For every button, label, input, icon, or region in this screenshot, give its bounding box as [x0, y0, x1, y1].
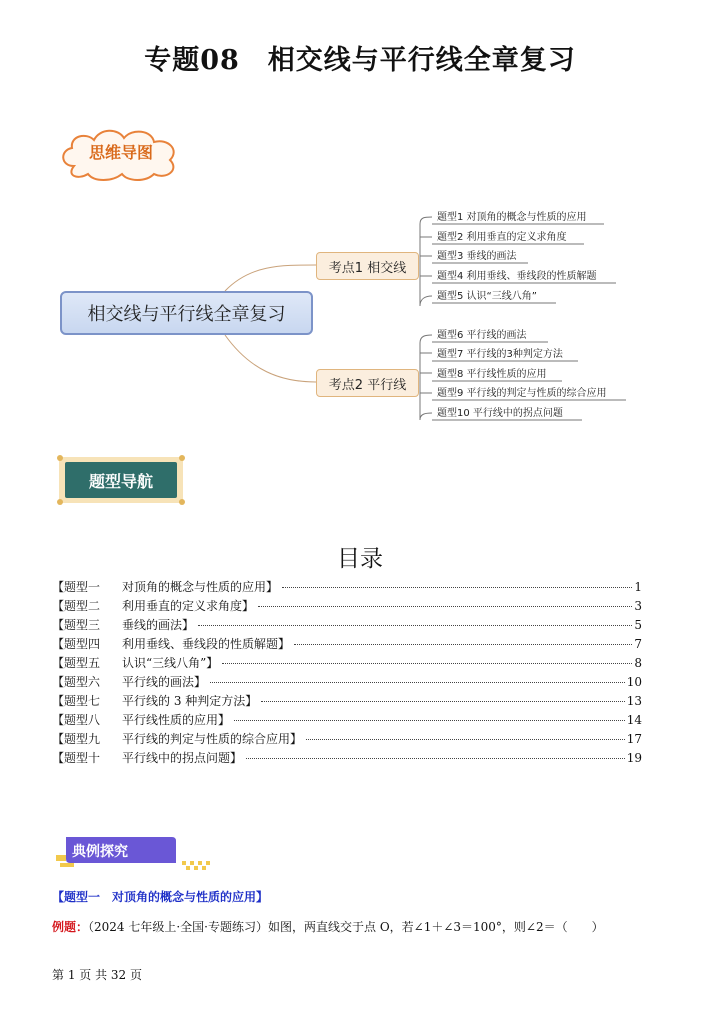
toc-entry[interactable] — [52, 673, 642, 692]
toc-entry-tag: 【题型四 — [52, 637, 101, 651]
toc-entry[interactable] — [52, 635, 642, 654]
toc-entry-tag: 【题型八 — [52, 713, 101, 727]
mindmap-leaf: 题型10 平行线中的拐点问题 — [437, 408, 563, 419]
toc-entry-title: 平行线的判定与性质的综合应用】 — [122, 732, 303, 746]
toc-entry-page: 8 — [634, 656, 642, 670]
toc-entry-page: 1 — [634, 580, 642, 594]
toc-leader-dots — [198, 625, 632, 626]
toc-entry-tag: 【题型一 — [52, 580, 101, 594]
toc-entry-title: 平行线中的拐点问题】 — [122, 751, 243, 765]
toc-entry[interactable] — [52, 730, 642, 749]
toc-leader-dots — [294, 644, 632, 645]
toc-entry[interactable] — [52, 578, 642, 597]
mindmap-leaf: 题型2 利用垂直的定义求角度 — [437, 232, 567, 243]
toc-leader-dots — [234, 720, 625, 721]
mindmap-leaf: 题型5 认识“三线八角” — [437, 291, 537, 302]
toc-entry-title: 认识“三线八角”】 — [122, 656, 219, 670]
mindmap-badge-label: 思维导图 — [88, 143, 153, 162]
toc-entry-title: 平行线的 3 种判定方法】 — [122, 694, 258, 708]
toc-entry-title: 利用垂直的定义求角度】 — [122, 599, 255, 613]
toc-entry[interactable] — [52, 654, 642, 673]
toc-entry-tag: 【题型三 — [52, 618, 101, 632]
nav-badge-label: 题型导航 — [88, 472, 153, 491]
toc-entry-page: 14 — [626, 713, 642, 727]
mindmap-leaf: 题型6 平行线的画法 — [437, 330, 527, 341]
mindmap-root-node: 相交线与平行线全章复习 — [60, 291, 313, 335]
document-title: 专题08 相交线与平行线全章复习 — [144, 45, 576, 76]
page-footer: 第 1 页 共 32 页 — [52, 968, 142, 982]
mindmap-leaf: 题型8 平行线性质的应用 — [437, 369, 547, 380]
toc-entry-page: 5 — [634, 618, 642, 632]
mindmap-leaf: 题型7 平行线的3种判定方法 — [437, 349, 563, 360]
toc-entry-tag: 【题型十 — [52, 751, 101, 765]
mindmap-leaf: 题型4 利用垂线、垂线段的性质解题 — [437, 271, 597, 282]
toc-entry-title: 对顶角的概念与性质的应用】 — [122, 580, 279, 594]
mindmap-leaf: 题型9 平行线的判定与性质的综合应用 — [437, 388, 607, 399]
toc-leader-dots — [246, 758, 625, 759]
toc-entry-page: 10 — [626, 675, 642, 689]
example-label: 例题： — [52, 920, 89, 934]
example-question — [52, 918, 604, 935]
toc-entry-page: 17 — [626, 732, 642, 746]
toc-entry-page: 3 — [634, 599, 642, 613]
section-heading: 【题型一 对顶角的概念与性质的应用】 — [52, 890, 269, 904]
toc-entry[interactable] — [52, 597, 642, 616]
toc-entry-title: 垂线的画法】 — [122, 618, 195, 632]
mindmap-leaf: 题型1 对顶角的概念与性质的应用 — [437, 212, 587, 223]
mindmap-topic-intersecting-lines: 考点1 相交线 — [316, 252, 419, 280]
toc-entry-title: 利用垂线、垂线段的性质解题】 — [122, 637, 291, 651]
toc-leader-dots — [210, 682, 625, 683]
toc-heading: 目录 — [337, 546, 383, 572]
toc-entry-tag: 【题型六 — [52, 675, 101, 689]
toc-entry-tag: 【题型七 — [52, 694, 101, 708]
example-text: （2024 七年级上·全国·专题练习）如图，两直线交于点 O，若∠1＋∠3＝100°，则∠2＝（ ） — [88, 920, 604, 934]
toc-entry-title: 平行线的画法】 — [122, 675, 207, 689]
toc-leader-dots — [261, 701, 624, 702]
toc-entry-tag: 【题型二 — [52, 599, 101, 613]
toc-leader-dots — [258, 606, 632, 607]
toc-entry[interactable] — [52, 616, 642, 635]
toc-leader-dots — [306, 739, 625, 740]
toc-entry-page: 7 — [634, 637, 642, 651]
toc-leader-dots — [282, 587, 632, 588]
toc-entry[interactable] — [52, 711, 642, 730]
toc-entry-tag: 【题型五 — [52, 656, 101, 670]
toc-entry[interactable] — [52, 749, 642, 768]
mindmap-topic-parallel-lines: 考点2 平行线 — [316, 369, 419, 397]
toc-entry[interactable] — [52, 692, 642, 711]
toc-entry-tag: 【题型九 — [52, 732, 101, 746]
toc-entry-page: 19 — [626, 751, 642, 765]
toc-entry-title: 平行线性质的应用】 — [122, 713, 231, 727]
toc-entry-page: 13 — [626, 694, 642, 708]
example-badge-label: 典例探究 — [72, 844, 128, 860]
toc-leader-dots — [222, 663, 632, 664]
mindmap-leaf: 题型3 垂线的画法 — [437, 251, 517, 262]
